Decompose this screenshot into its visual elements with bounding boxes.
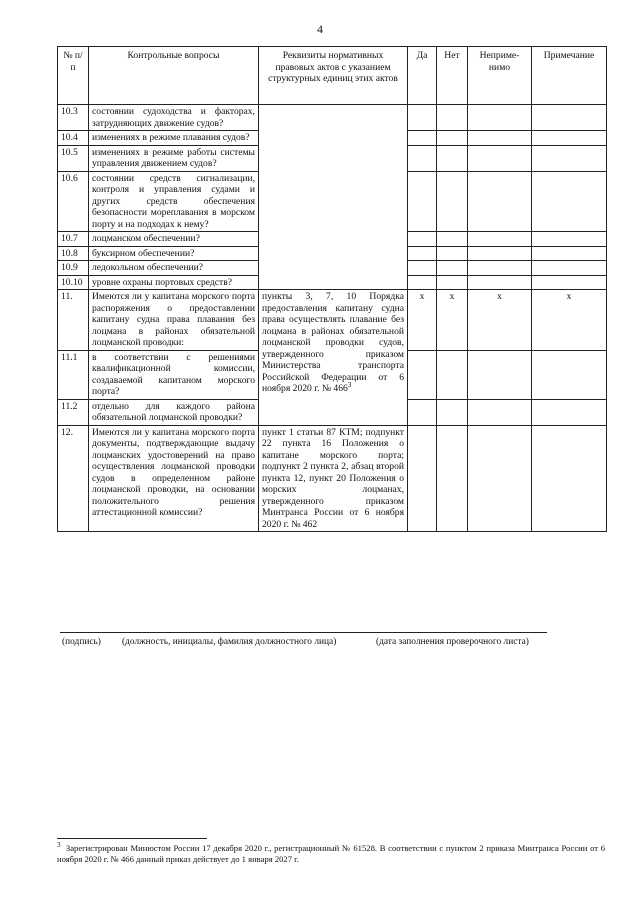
header-requisites: Реквизиты нормативных правовых актов с указанием структурных единиц этих актов [259,47,408,105]
cell-yes: х [408,290,437,351]
row-number: 10.4 [58,131,89,146]
cell-note [532,350,607,399]
cell-note [532,171,607,232]
cell-no [437,105,468,131]
cell-note [532,145,607,171]
cell-na [468,275,532,290]
question-text: в соответствии с решениями квалификационной комиссии, создаваемой капитаном морского порта? [89,350,259,399]
header-row [58,47,607,105]
checklist-table [57,46,607,532]
cell-no [437,232,468,247]
cell-yes [408,399,437,425]
cell-yes [408,261,437,276]
question-text: изменениях в режиме работы системы управления движением судов? [89,145,259,171]
cell-yes [408,425,437,532]
cell-na [468,399,532,425]
row-number: 10.7 [58,232,89,247]
row-number: 10.3 [58,105,89,131]
cell-no [437,350,468,399]
cell-yes [408,105,437,131]
requisites-text [259,290,408,426]
question-text: ледокольном обеспечении? [89,261,259,276]
cell-yes [408,275,437,290]
cell-no [437,275,468,290]
cell-yes [408,232,437,247]
requisites-empty [259,105,408,290]
cell-na [468,105,532,131]
question-text: отдельно для каждого района обязательной лоцманской проводки? [89,399,259,425]
header-yes: Да [408,47,437,105]
row-number: 12. [58,425,89,532]
row-number: 11. [58,290,89,351]
row-number: 10.6 [58,171,89,232]
footnote-ref: 3 [347,380,352,389]
signature-label: (подпись) [62,637,101,647]
cell-no: х [437,290,468,351]
header-note: Примечание [532,47,607,105]
cell-note [532,399,607,425]
cell-na [468,246,532,261]
footnote-marker: 3 [57,841,61,850]
cell-yes [408,246,437,261]
cell-note [532,232,607,247]
requisites-main: пункты 3, 7, 10 Порядка предоставления капитану судна права осуществлять плавание без лоцмана в районах обязательной лоцманской проводки судов, утвержденного приказом Министерства транспорта Российской Федерации от 6 ноября 2020 г. № 466 [262,291,404,394]
cell-note [532,131,607,146]
cell-note [532,425,607,532]
signature-line [60,632,547,633]
cell-yes [408,171,437,232]
page-number: 4 [317,22,323,36]
cell-note [532,275,607,290]
table-row [58,290,607,351]
requisites-text: пункт 1 статьи 87 КТМ; подпункт 22 пункта 16 Положения о капитане морского порта; подпункт 2 пункта 2, абзац второй пункта 12, пункт 20 Положения о морских лоцманах, утвержденного приказом Минтранса России от 6 ноября 2020 г. № 462 [259,425,408,532]
table-row [58,105,607,131]
question-text: уровне охраны портовых средств? [89,275,259,290]
cell-note [532,261,607,276]
question-text: буксирном обеспечении? [89,246,259,261]
question-text: Имеются ли у капитана морского порта документы, подтверждающие выдачу лоцманских удостоверений на право осуществления лоцманской проводки судов в определенном районе лоцманской проводки, на основании положительного решения аттестационной комиссии? [89,425,259,532]
cell-no [437,425,468,532]
position-label: (должность, инициалы, фамилия должностного лица) [122,637,337,647]
cell-no [437,145,468,171]
cell-na: х [468,290,532,351]
cell-yes [408,145,437,171]
question-text: лоцманском обеспечении? [89,232,259,247]
cell-yes [408,131,437,146]
header-no: Нет [437,47,468,105]
cell-na [468,350,532,399]
question-text: изменениях в режиме плавания судов? [89,131,259,146]
header-na: Неприме-нимо [468,47,532,105]
cell-no [437,399,468,425]
cell-na [468,425,532,532]
footnote [57,843,605,865]
header-num: № п/п [58,47,89,105]
cell-note [532,246,607,261]
cell-note: х [532,290,607,351]
row-number: 11.1 [58,350,89,399]
row-number: 10.5 [58,145,89,171]
cell-no [437,261,468,276]
cell-na [468,171,532,232]
cell-yes [408,350,437,399]
cell-no [437,246,468,261]
cell-na [468,261,532,276]
row-number: 11.2 [58,399,89,425]
cell-no [437,131,468,146]
cell-na [468,131,532,146]
row-number: 10.10 [58,275,89,290]
table-row [58,425,607,532]
row-number: 10.9 [58,261,89,276]
cell-na [468,232,532,247]
row-number: 10.8 [58,246,89,261]
question-text: состоянии средств сигнализации, контроля и управления судами и других средств обеспечения безопасности мореплавания в морском порту и на подходах к нему? [89,171,259,232]
cell-na [468,145,532,171]
footnote-text: Зарегистрирован Минюстом России 17 декабря 2020 г., регистрационный № 61528. В соответствии с пунктом 2 приказа Минтранса России от 6 ноября 2020 г. № 466 данный приказ действует до 1 января 2027 г. [57,843,606,864]
cell-note [532,105,607,131]
cell-no [437,171,468,232]
header-question: Контрольные вопросы [89,47,259,105]
footnote-divider [57,838,207,839]
question-text: состоянии судоходства и факторах, затрудняющих движение судов? [89,105,259,131]
question-text: Имеются ли у капитана морского порта распоряжения о предоставлении капитану судна права плавания без лоцмана в районах обязательной лоцманской проводки: [89,290,259,351]
date-label: (дата заполнения проверочного листа) [376,637,529,647]
